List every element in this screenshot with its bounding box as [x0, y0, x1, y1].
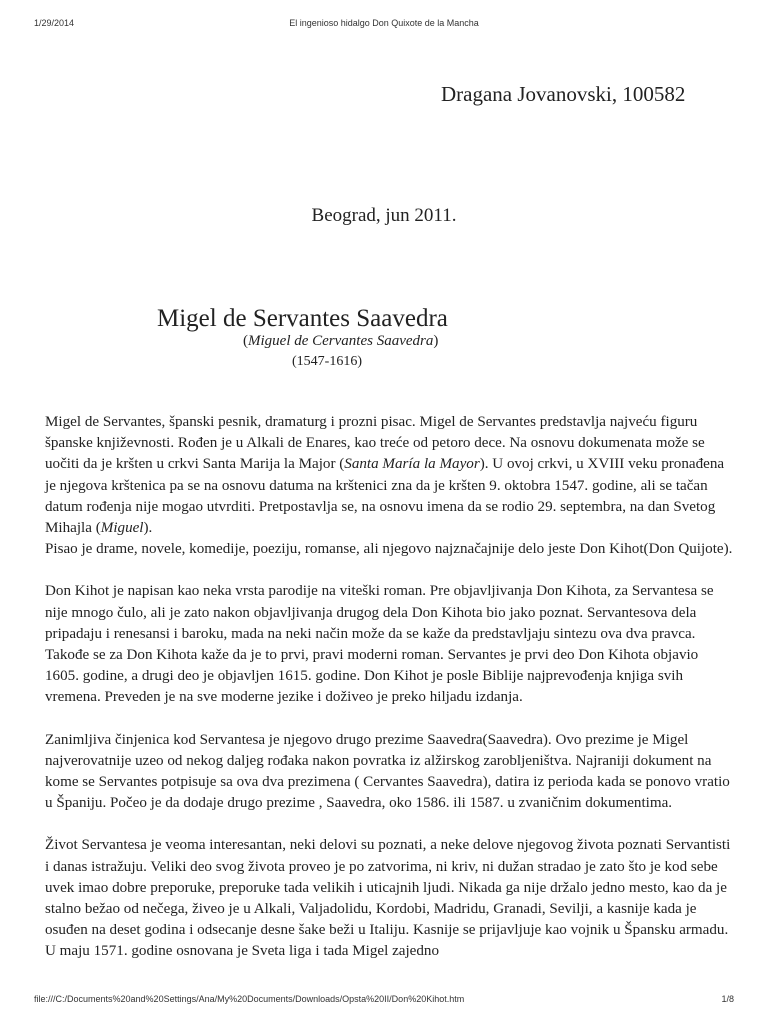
paragraph-3: Don Kihot je napisan kao neka vrsta parodije na viteški roman. Pre objavljivanja Don Kihota, za Servantesa se nije mnogo čulo, ali je zato nakon objavljivanja drugog dela Don Kihota bio jako poznat. Servantesova dela pripadaju i renesansi i baroku, mada na neki način može da se kaže da predstavljaju sintezu ova dva pravca. Takođe se za Don Kihota kaže da je to prvi, pravi moderni roman. Servantes je prvi deo Don Kihota objavio 1605. godine, a drugi deo je objavljen 1615. godine. Don Kihot je posle Biblije najprevođenja knjiga svih vremena. Preveden je na sve moderne jezike i doživeo je preko hiljadu izdanja. — [45, 583, 714, 706]
paragraph-1 — [45, 412, 735, 539]
footer-page-number: 1/8 — [721, 994, 734, 1004]
p1-text-c: ). — [143, 520, 153, 537]
footer-file-path: file:///C:/Documents%20and%20Settings/Ana/My%20Documents/Downloads/Opsta%20II/Don%20Kihot.htm — [34, 994, 465, 1004]
paragraph-5: Život Servantesa je veoma interesantan, neki delovi su poznati, a neke delove njegovog života poznati Servantisti i danas istražuju. Veliki deo svog života proveo je po zatvorima, ni kriv, ni dužan stradao je zato što je kod sebe uvek imao dobre preporuke, preporuke tada velikih i uticajnih ljudi. Nikada ga nije držalo jedno mesto, kao da je stalno bežao od nečega, živeo je u Alkali, Valjadolidu, Kordobi, Madridu, Granadi, Sevilji, a kasnije kada je osuđen na deset godina i odsecanje desne šake beži u Italiju. Kasnije se prijavljuje kao vojnik u Špansku armadu. U maju 1571. godine osnovana je Sveta liga i tada Migel zajedno — [45, 837, 731, 960]
original-name-subtitle — [243, 333, 438, 350]
p1-text-b: ). U ovoj crkvi, u XVIII veku pronađena je njegova krštenica pa se na osnovu datuma na krštenici zna da je kršten 9. oktobra 1547. godine, ali se tačan datum rođenja nije mogao utvrditi. Pretpostavlja se, na osnovu imena da se rodio 29. septembra, na dan Svetog Mihajla ( — [45, 456, 725, 537]
header-date: 1/29/2014 — [34, 18, 75, 28]
p1-text-a: Migel de Servantes, španski pesnik, dramaturg i prozni pisac. Migel de Servantes predstavlja najveću figuru španske književnosti. Rođen je u Alkali de Enares, kao treće od petoro dece. Na osnovu dokumenata može se uočiti da je kršten u crkvi Santa Marija la Major ( — [45, 414, 705, 473]
life-years: (1547-1616) — [292, 354, 362, 369]
page-title: Migel de Servantes Saavedra — [157, 305, 448, 332]
page-footer — [0, 994, 768, 1008]
page-header — [0, 18, 768, 32]
place-date-line: Beograd, jun 2011. — [311, 205, 457, 226]
subtitle-spanish-name: Miguel de Cervantes Saavedra — [248, 333, 434, 349]
body-text — [45, 412, 735, 963]
subtitle-close-paren: ) — [433, 333, 439, 349]
subtitle-open-paren: ( — [243, 333, 248, 349]
header-document-title: El ingenioso hidalgo Don Quixote de la Mancha — [289, 18, 479, 28]
paragraph-2: Pisao je drame, novele, komedije, poeziju, romanse, ali njegovo najznačajnije delo jeste Don Kihot(Don Quijote). — [45, 541, 733, 558]
p1-italic-church-name: Santa María la Mayor — [344, 456, 480, 473]
paragraph-4: Zanimljiva činjenica kod Servantesa je njegovo drugo prezime Saavedra(Saavedra). Ovo prezime je Migel najverovatnije uzeo od nekog daljeg rođaka nakon povratka iz alžirskog zarobljeništva. Najraniji dokument na kome se Servantes potpisuje sa ova dva prezimena ( Cervantes Saavedra), datira iz perioda kada se ponovo vratio u Španiju. Počeo je da dodaje drugo prezime , Saavedra, oko 1586. ili 1587. u zvaničnim dokumentima. — [45, 731, 730, 812]
p1-italic-miguel: Miguel — [100, 520, 144, 537]
author-line: Dragana Jovanovski, 100582 — [441, 82, 686, 106]
